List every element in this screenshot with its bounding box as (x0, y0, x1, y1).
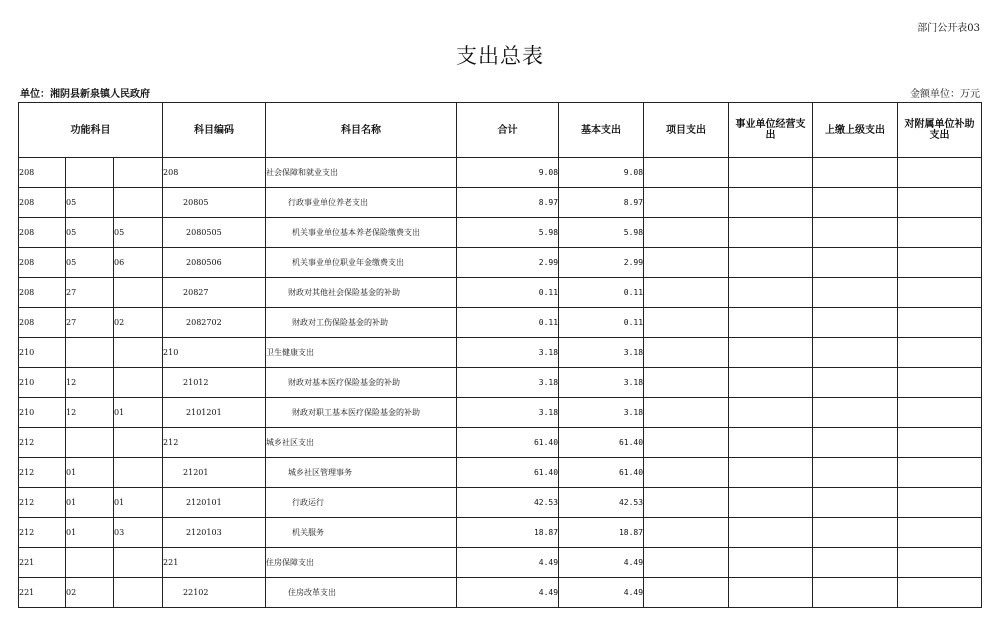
cell-business (729, 548, 813, 578)
amount-unit-label: 金额单位：万元 (910, 89, 980, 100)
cell-subsidy (898, 278, 982, 308)
column-header-subject-name: 科目名称 (266, 103, 457, 158)
table-row (19, 158, 982, 188)
cell-subitem (114, 548, 163, 578)
cell-project (644, 158, 729, 188)
cell-basic: 3.18 (559, 398, 644, 428)
cell-item (66, 548, 114, 578)
cell-total: 61.40 (457, 458, 559, 488)
cell-subitem (114, 158, 163, 188)
cell-subsidy (898, 548, 982, 578)
cell-basic: 8.97 (559, 188, 644, 218)
cell-total: 2.99 (457, 248, 559, 278)
column-header-subject-code: 科目编码 (163, 103, 266, 158)
cell-subsidy (898, 338, 982, 368)
cell-item: 12 (66, 368, 114, 398)
cell-business (729, 278, 813, 308)
table-row (19, 398, 982, 428)
cell-subsidy (898, 578, 982, 608)
cell-subject-name: 行政运行 (266, 488, 457, 518)
table-header-row (19, 103, 982, 158)
cell-upper (813, 188, 898, 218)
cell-class: 221 (19, 578, 66, 608)
table-row (19, 578, 982, 608)
cell-total: 8.97 (457, 188, 559, 218)
cell-basic: 9.08 (559, 158, 644, 188)
cell-subject-name: 机关服务 (266, 518, 457, 548)
cell-total: 4.49 (457, 548, 559, 578)
cell-basic: 3.18 (559, 368, 644, 398)
cell-item: 05 (66, 218, 114, 248)
cell-class: 212 (19, 518, 66, 548)
cell-item: 05 (66, 188, 114, 218)
cell-basic: 42.53 (559, 488, 644, 518)
table-row (19, 488, 982, 518)
cell-business (729, 398, 813, 428)
cell-subitem: 03 (114, 518, 163, 548)
cell-upper (813, 308, 898, 338)
cell-subsidy (898, 308, 982, 338)
cell-subject-name: 财政对基本医疗保险基金的补助 (266, 368, 457, 398)
cell-project (644, 218, 729, 248)
table-row (19, 518, 982, 548)
cell-basic: 0.11 (559, 308, 644, 338)
cell-subitem (114, 578, 163, 608)
page-title: 支出总表 (456, 44, 544, 68)
cell-basic: 61.40 (559, 458, 644, 488)
cell-total: 5.98 (457, 218, 559, 248)
cell-business (729, 338, 813, 368)
cell-subsidy (898, 488, 982, 518)
expenditure-table (18, 102, 982, 608)
cell-total: 3.18 (457, 338, 559, 368)
cell-subject-name: 财政对其他社会保险基金的补助 (266, 278, 457, 308)
cell-class: 210 (19, 368, 66, 398)
cell-project (644, 518, 729, 548)
cell-business (729, 158, 813, 188)
cell-subject-name: 行政事业单位养老支出 (266, 188, 457, 218)
table-row (19, 278, 982, 308)
cell-class: 208 (19, 248, 66, 278)
cell-subitem: 05 (114, 218, 163, 248)
cell-subject-code: 2080506 (163, 248, 266, 278)
cell-subject-code: 2080505 (163, 218, 266, 248)
cell-subject-code: 208 (163, 158, 266, 188)
table-row (19, 428, 982, 458)
cell-subitem (114, 338, 163, 368)
cell-subitem (114, 188, 163, 218)
cell-total: 42.53 (457, 488, 559, 518)
cell-project (644, 578, 729, 608)
cell-item (66, 158, 114, 188)
column-header-subsidy-expenditure: 对附属单位补助支出 (898, 103, 982, 158)
cell-subsidy (898, 158, 982, 188)
cell-class: 212 (19, 488, 66, 518)
cell-total: 18.87 (457, 518, 559, 548)
cell-project (644, 398, 729, 428)
cell-project (644, 458, 729, 488)
cell-basic: 18.87 (559, 518, 644, 548)
cell-item: 12 (66, 398, 114, 428)
cell-project (644, 248, 729, 278)
cell-business (729, 188, 813, 218)
cell-class: 212 (19, 458, 66, 488)
cell-subitem (114, 278, 163, 308)
cell-total: 0.11 (457, 308, 559, 338)
table-row (19, 188, 982, 218)
cell-subitem: 06 (114, 248, 163, 278)
cell-subject-code: 20827 (163, 278, 266, 308)
cell-business (729, 428, 813, 458)
cell-subitem (114, 368, 163, 398)
cell-business (729, 488, 813, 518)
cell-subsidy (898, 218, 982, 248)
cell-project (644, 548, 729, 578)
cell-subject-code: 21012 (163, 368, 266, 398)
cell-upper (813, 338, 898, 368)
cell-class: 210 (19, 338, 66, 368)
cell-class: 210 (19, 398, 66, 428)
cell-item: 27 (66, 278, 114, 308)
cell-subject-code: 221 (163, 548, 266, 578)
cell-upper (813, 578, 898, 608)
cell-project (644, 428, 729, 458)
column-header-basic-expenditure: 基本支出 (559, 103, 644, 158)
cell-subject-name: 财政对工伤保险基金的补助 (266, 308, 457, 338)
cell-upper (813, 518, 898, 548)
column-header-upper-payment: 上缴上级支出 (813, 103, 898, 158)
cell-total: 3.18 (457, 368, 559, 398)
cell-item: 27 (66, 308, 114, 338)
form-number: 部门公开表03 (917, 23, 980, 34)
cell-business (729, 368, 813, 398)
table-row (19, 308, 982, 338)
cell-upper (813, 428, 898, 458)
organization-label: 单位：湘阴县新泉镇人民政府 (20, 89, 150, 100)
cell-subsidy (898, 248, 982, 278)
cell-project (644, 278, 729, 308)
cell-item (66, 338, 114, 368)
cell-basic: 0.11 (559, 278, 644, 308)
cell-item: 05 (66, 248, 114, 278)
cell-subject-name: 机关事业单位职业年金缴费支出 (266, 248, 457, 278)
cell-subject-code: 2082702 (163, 308, 266, 338)
cell-item (66, 428, 114, 458)
column-header-total: 合计 (457, 103, 559, 158)
cell-subitem: 01 (114, 398, 163, 428)
cell-subitem (114, 428, 163, 458)
cell-upper (813, 158, 898, 188)
cell-subsidy (898, 518, 982, 548)
table-row (19, 248, 982, 278)
cell-subject-code: 210 (163, 338, 266, 368)
cell-subject-name: 住房保障支出 (266, 548, 457, 578)
cell-subitem: 01 (114, 488, 163, 518)
cell-business (729, 518, 813, 548)
cell-business (729, 578, 813, 608)
cell-class: 208 (19, 158, 66, 188)
cell-subject-name: 卫生健康支出 (266, 338, 457, 368)
table-row (19, 218, 982, 248)
cell-subsidy (898, 188, 982, 218)
cell-total: 0.11 (457, 278, 559, 308)
cell-subject-name: 社会保障和就业支出 (266, 158, 457, 188)
cell-business (729, 218, 813, 248)
table-row (19, 368, 982, 398)
cell-subject-code: 212 (163, 428, 266, 458)
cell-subject-name: 城乡社区管理事务 (266, 458, 457, 488)
cell-basic: 4.49 (559, 578, 644, 608)
cell-business (729, 308, 813, 338)
cell-subject-code: 2120101 (163, 488, 266, 518)
column-header-project-expenditure: 项目支出 (644, 103, 729, 158)
cell-item: 01 (66, 518, 114, 548)
cell-business (729, 458, 813, 488)
cell-class: 208 (19, 308, 66, 338)
cell-upper (813, 548, 898, 578)
cell-total: 4.49 (457, 578, 559, 608)
cell-basic: 61.40 (559, 428, 644, 458)
column-header-function-subject: 功能科目 (19, 103, 163, 158)
cell-subject-name: 财政对职工基本医疗保险基金的补助 (266, 398, 457, 428)
cell-project (644, 488, 729, 518)
cell-upper (813, 458, 898, 488)
cell-item: 01 (66, 488, 114, 518)
cell-subject-code: 2120103 (163, 518, 266, 548)
table-row (19, 548, 982, 578)
cell-basic: 4.49 (559, 548, 644, 578)
cell-subsidy (898, 368, 982, 398)
cell-subject-name: 城乡社区支出 (266, 428, 457, 458)
cell-upper (813, 398, 898, 428)
cell-upper (813, 488, 898, 518)
cell-total: 9.08 (457, 158, 559, 188)
cell-subitem: 02 (114, 308, 163, 338)
table-row (19, 338, 982, 368)
cell-subject-code: 20805 (163, 188, 266, 218)
cell-project (644, 368, 729, 398)
cell-item: 01 (66, 458, 114, 488)
cell-upper (813, 368, 898, 398)
cell-class: 221 (19, 548, 66, 578)
cell-class: 208 (19, 218, 66, 248)
cell-class: 212 (19, 428, 66, 458)
cell-basic: 2.99 (559, 248, 644, 278)
cell-class: 208 (19, 278, 66, 308)
cell-subsidy (898, 458, 982, 488)
cell-subject-name: 机关事业单位基本养老保险缴费支出 (266, 218, 457, 248)
cell-business (729, 248, 813, 278)
cell-item: 02 (66, 578, 114, 608)
cell-project (644, 188, 729, 218)
cell-project (644, 308, 729, 338)
cell-basic: 5.98 (559, 218, 644, 248)
cell-subject-code: 22102 (163, 578, 266, 608)
table-row (19, 458, 982, 488)
cell-subject-name: 住房改革支出 (266, 578, 457, 608)
cell-upper (813, 218, 898, 248)
column-header-business-expenditure: 事业单位经营支出 (729, 103, 813, 158)
cell-upper (813, 278, 898, 308)
cell-project (644, 338, 729, 368)
cell-subsidy (898, 398, 982, 428)
cell-subitem (114, 458, 163, 488)
cell-subsidy (898, 428, 982, 458)
cell-class: 208 (19, 188, 66, 218)
cell-subject-code: 2101201 (163, 398, 266, 428)
cell-basic: 3.18 (559, 338, 644, 368)
cell-total: 3.18 (457, 398, 559, 428)
cell-subject-code: 21201 (163, 458, 266, 488)
cell-total: 61.40 (457, 428, 559, 458)
cell-upper (813, 248, 898, 278)
